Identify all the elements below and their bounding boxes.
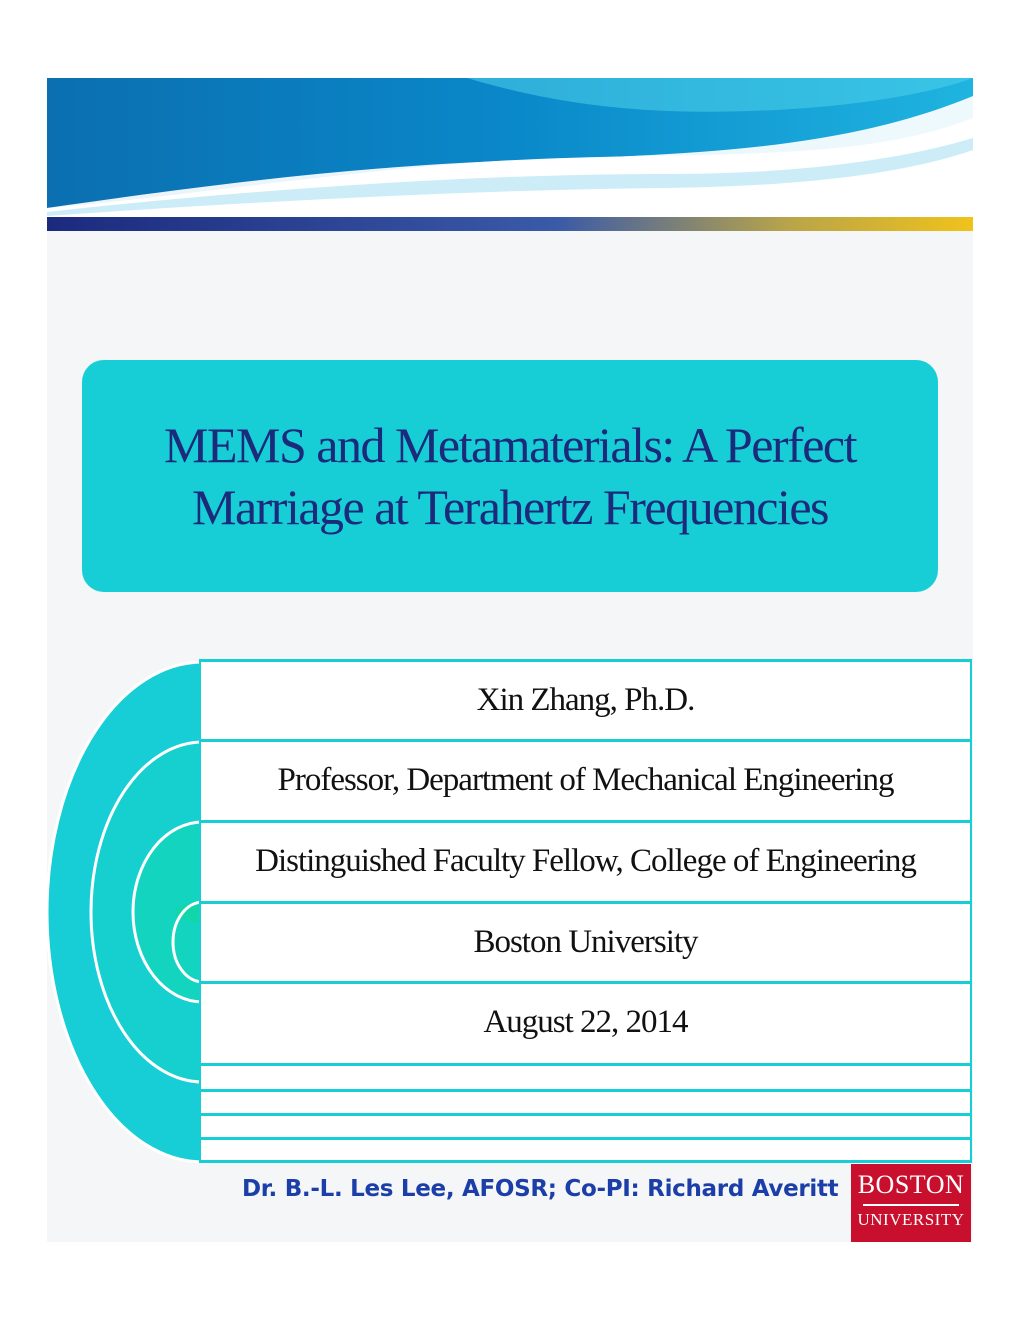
decorative-concentric-arcs <box>47 658 207 1168</box>
presentation-date: August 22, 2014 <box>483 1004 688 1040</box>
logo-rule <box>863 1204 959 1206</box>
sponsor-credit: Dr. B.-L. Les Lee, AFOSR; Co-PI: Richard Averitt <box>242 1176 839 1202</box>
table-divider <box>201 1137 970 1140</box>
table-divider <box>201 1089 970 1092</box>
title-line-2: Marriage at Terahertz Frequencies <box>192 479 828 535</box>
boston-university-logo <box>851 1164 971 1242</box>
slide <box>47 78 973 1242</box>
author-name: Xin Zhang, Ph.D. <box>476 682 695 718</box>
logo-line-1: BOSTON <box>857 1170 965 1199</box>
title-line-1: MEMS and Metamaterials: A Perfect <box>163 417 856 473</box>
table-divider <box>201 1063 970 1066</box>
logo-line-2: UNIVERSITY <box>857 1210 965 1229</box>
author-info-table <box>199 659 972 1163</box>
header-wave-banner <box>47 78 973 218</box>
title-box <box>82 360 938 592</box>
table-divider <box>201 1113 970 1116</box>
author-fellowship: Distinguished Faculty Fellow, College of Engineering <box>255 843 916 879</box>
table-divider <box>201 1160 970 1163</box>
author-position: Professor, Department of Mechanical Engineering <box>277 762 894 798</box>
author-institution: Boston University <box>473 924 698 960</box>
